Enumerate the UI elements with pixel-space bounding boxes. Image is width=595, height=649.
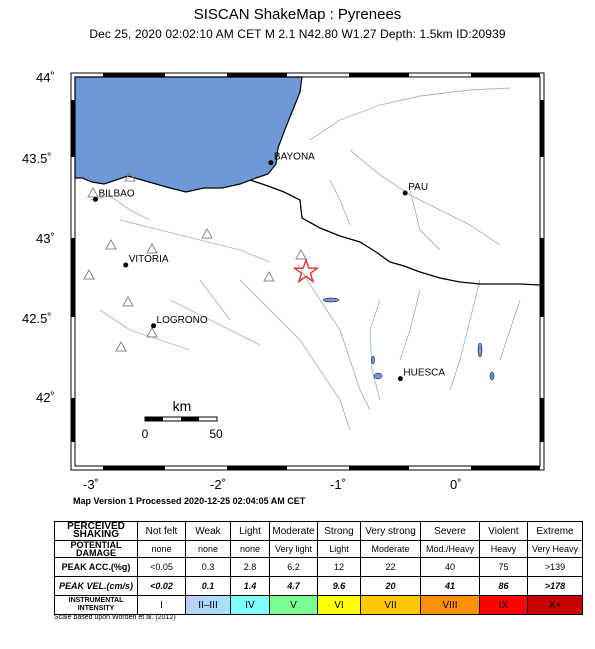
map-version: Map Version 1 Processed 2020-12-25 02:04:05 AM CET bbox=[73, 496, 306, 506]
city-dot bbox=[151, 323, 156, 328]
legend-cell: VIII bbox=[421, 596, 480, 615]
lon-label-0: 0˚ bbox=[450, 477, 462, 492]
legend-cell: none bbox=[138, 541, 186, 558]
legend-cell: 2.8 bbox=[231, 558, 270, 577]
legend-cell: Very Heavy bbox=[528, 541, 583, 558]
city-dot bbox=[123, 263, 128, 268]
city-label: HUESCA bbox=[403, 367, 446, 379]
intensity-legend bbox=[54, 521, 583, 615]
legend-cell: X+ bbox=[528, 596, 583, 615]
legend-cell: 1.4 bbox=[231, 577, 270, 596]
legend-cell: >178 bbox=[528, 577, 583, 596]
legend-cell: Violent bbox=[480, 522, 528, 541]
lon-label-minus-3: -3˚ bbox=[83, 477, 99, 492]
legend-cell: Very light bbox=[270, 541, 318, 558]
legend-cell: Moderate bbox=[361, 541, 421, 558]
lon-label-minus-1: -1˚ bbox=[330, 477, 346, 492]
city-label: VITORIA bbox=[128, 254, 169, 265]
legend-cell: Heavy bbox=[480, 541, 528, 558]
legend-cell: none bbox=[186, 541, 231, 558]
legend-cell: 40 bbox=[421, 558, 480, 577]
legend-cell: 12 bbox=[318, 558, 361, 577]
city-dot bbox=[93, 197, 98, 202]
legend-row-header bbox=[55, 577, 138, 596]
city-dot bbox=[268, 160, 273, 165]
legend-header-text: POTENTIAL bbox=[70, 540, 122, 550]
legend-cell: Moderate bbox=[270, 522, 318, 541]
city-label: BAYONA bbox=[273, 151, 315, 163]
lat-label-42: 42˚ bbox=[36, 390, 55, 405]
legend-header-text: INTENSITY bbox=[77, 605, 115, 612]
legend-cell: 20 bbox=[361, 577, 421, 596]
legend-row bbox=[55, 558, 583, 577]
scale-unit: km bbox=[172, 398, 192, 414]
map-title: SISCAN ShakeMap : Pyrenees bbox=[193, 6, 402, 23]
legend-cell: 0.3 bbox=[186, 558, 231, 577]
legend-cell: Light bbox=[231, 522, 270, 541]
city-dot bbox=[403, 191, 408, 196]
legend-cell: Mod./Heavy bbox=[421, 541, 480, 558]
legend-row-header bbox=[55, 558, 138, 577]
legend-cell: none bbox=[231, 541, 270, 558]
legend-cell: Severe bbox=[421, 522, 480, 541]
legend-header-text: PEAK VEL.(cm/s) bbox=[58, 581, 134, 591]
legend-cell: 0.1 bbox=[186, 577, 231, 596]
lat-label-44: 44˚ bbox=[36, 70, 55, 85]
legend-cell: 9.6 bbox=[318, 577, 361, 596]
legend-cell: IV bbox=[231, 596, 270, 615]
legend-cell: 41 bbox=[421, 577, 480, 596]
legend-row-header bbox=[55, 541, 138, 558]
legend-cell: II–III bbox=[186, 596, 231, 615]
lon-label-minus-2: -2˚ bbox=[210, 477, 226, 492]
legend-cell: Strong bbox=[318, 522, 361, 541]
legend-cell: Weak bbox=[186, 522, 231, 541]
legend-header-text: PEAK ACC.(%g) bbox=[61, 562, 131, 572]
legend-cell: 4.7 bbox=[270, 577, 318, 596]
lat-label-43-5: 43.5˚ bbox=[22, 151, 52, 166]
city-label: LOGRONO bbox=[156, 314, 208, 326]
legend-cell: VII bbox=[361, 596, 421, 615]
city-label: BILBAO bbox=[98, 188, 135, 200]
legend-row bbox=[55, 541, 583, 558]
legend-cell: <0.02 bbox=[138, 577, 186, 596]
legend-cell: Light bbox=[318, 541, 361, 558]
legend-cell: V bbox=[270, 596, 318, 615]
legend-cell: 86 bbox=[480, 577, 528, 596]
scale-tick-0: 0 bbox=[141, 427, 149, 441]
legend-row-header bbox=[55, 522, 138, 541]
city-dot bbox=[398, 376, 403, 381]
legend-cell: 6.2 bbox=[270, 558, 318, 577]
event-info: Dec 25, 2020 02:02:10 AM CET M 2.1 N42.80 W1.27 Depth: 1.5km ID:20939 bbox=[89, 27, 506, 41]
legend-cell: Very strong bbox=[361, 522, 421, 541]
legend-header-text: SHAKING bbox=[72, 529, 120, 540]
legend-row-header bbox=[55, 596, 138, 615]
legend-cell: Not felt bbox=[138, 522, 186, 541]
legend-row bbox=[55, 596, 583, 615]
legend-cell: Extreme bbox=[528, 522, 583, 541]
legend-cell: VI bbox=[318, 596, 361, 615]
legend-header-text: INSTRUMENTAL bbox=[68, 597, 124, 604]
legend-cell: I bbox=[138, 596, 186, 615]
scale-tick-50: 50 bbox=[209, 427, 223, 441]
lat-label-42-5: 42.5˚ bbox=[22, 311, 52, 326]
legend-cell: 22 bbox=[361, 558, 421, 577]
legend-row bbox=[55, 577, 583, 596]
legend-cell: <0.05 bbox=[138, 558, 186, 577]
legend-cell: >139 bbox=[528, 558, 583, 577]
legend-header-text: PERCEIVED bbox=[67, 521, 125, 532]
legend-cell: IX bbox=[480, 596, 528, 615]
lat-label-43: 43˚ bbox=[36, 231, 55, 246]
scale-credit: Scale based upon Worden et al. (2012) bbox=[54, 614, 176, 621]
city-label: PAU bbox=[408, 182, 429, 193]
legend-row bbox=[55, 522, 583, 541]
legend-cell: 75 bbox=[480, 558, 528, 577]
legend-header-text: DAMAGE bbox=[76, 548, 116, 558]
